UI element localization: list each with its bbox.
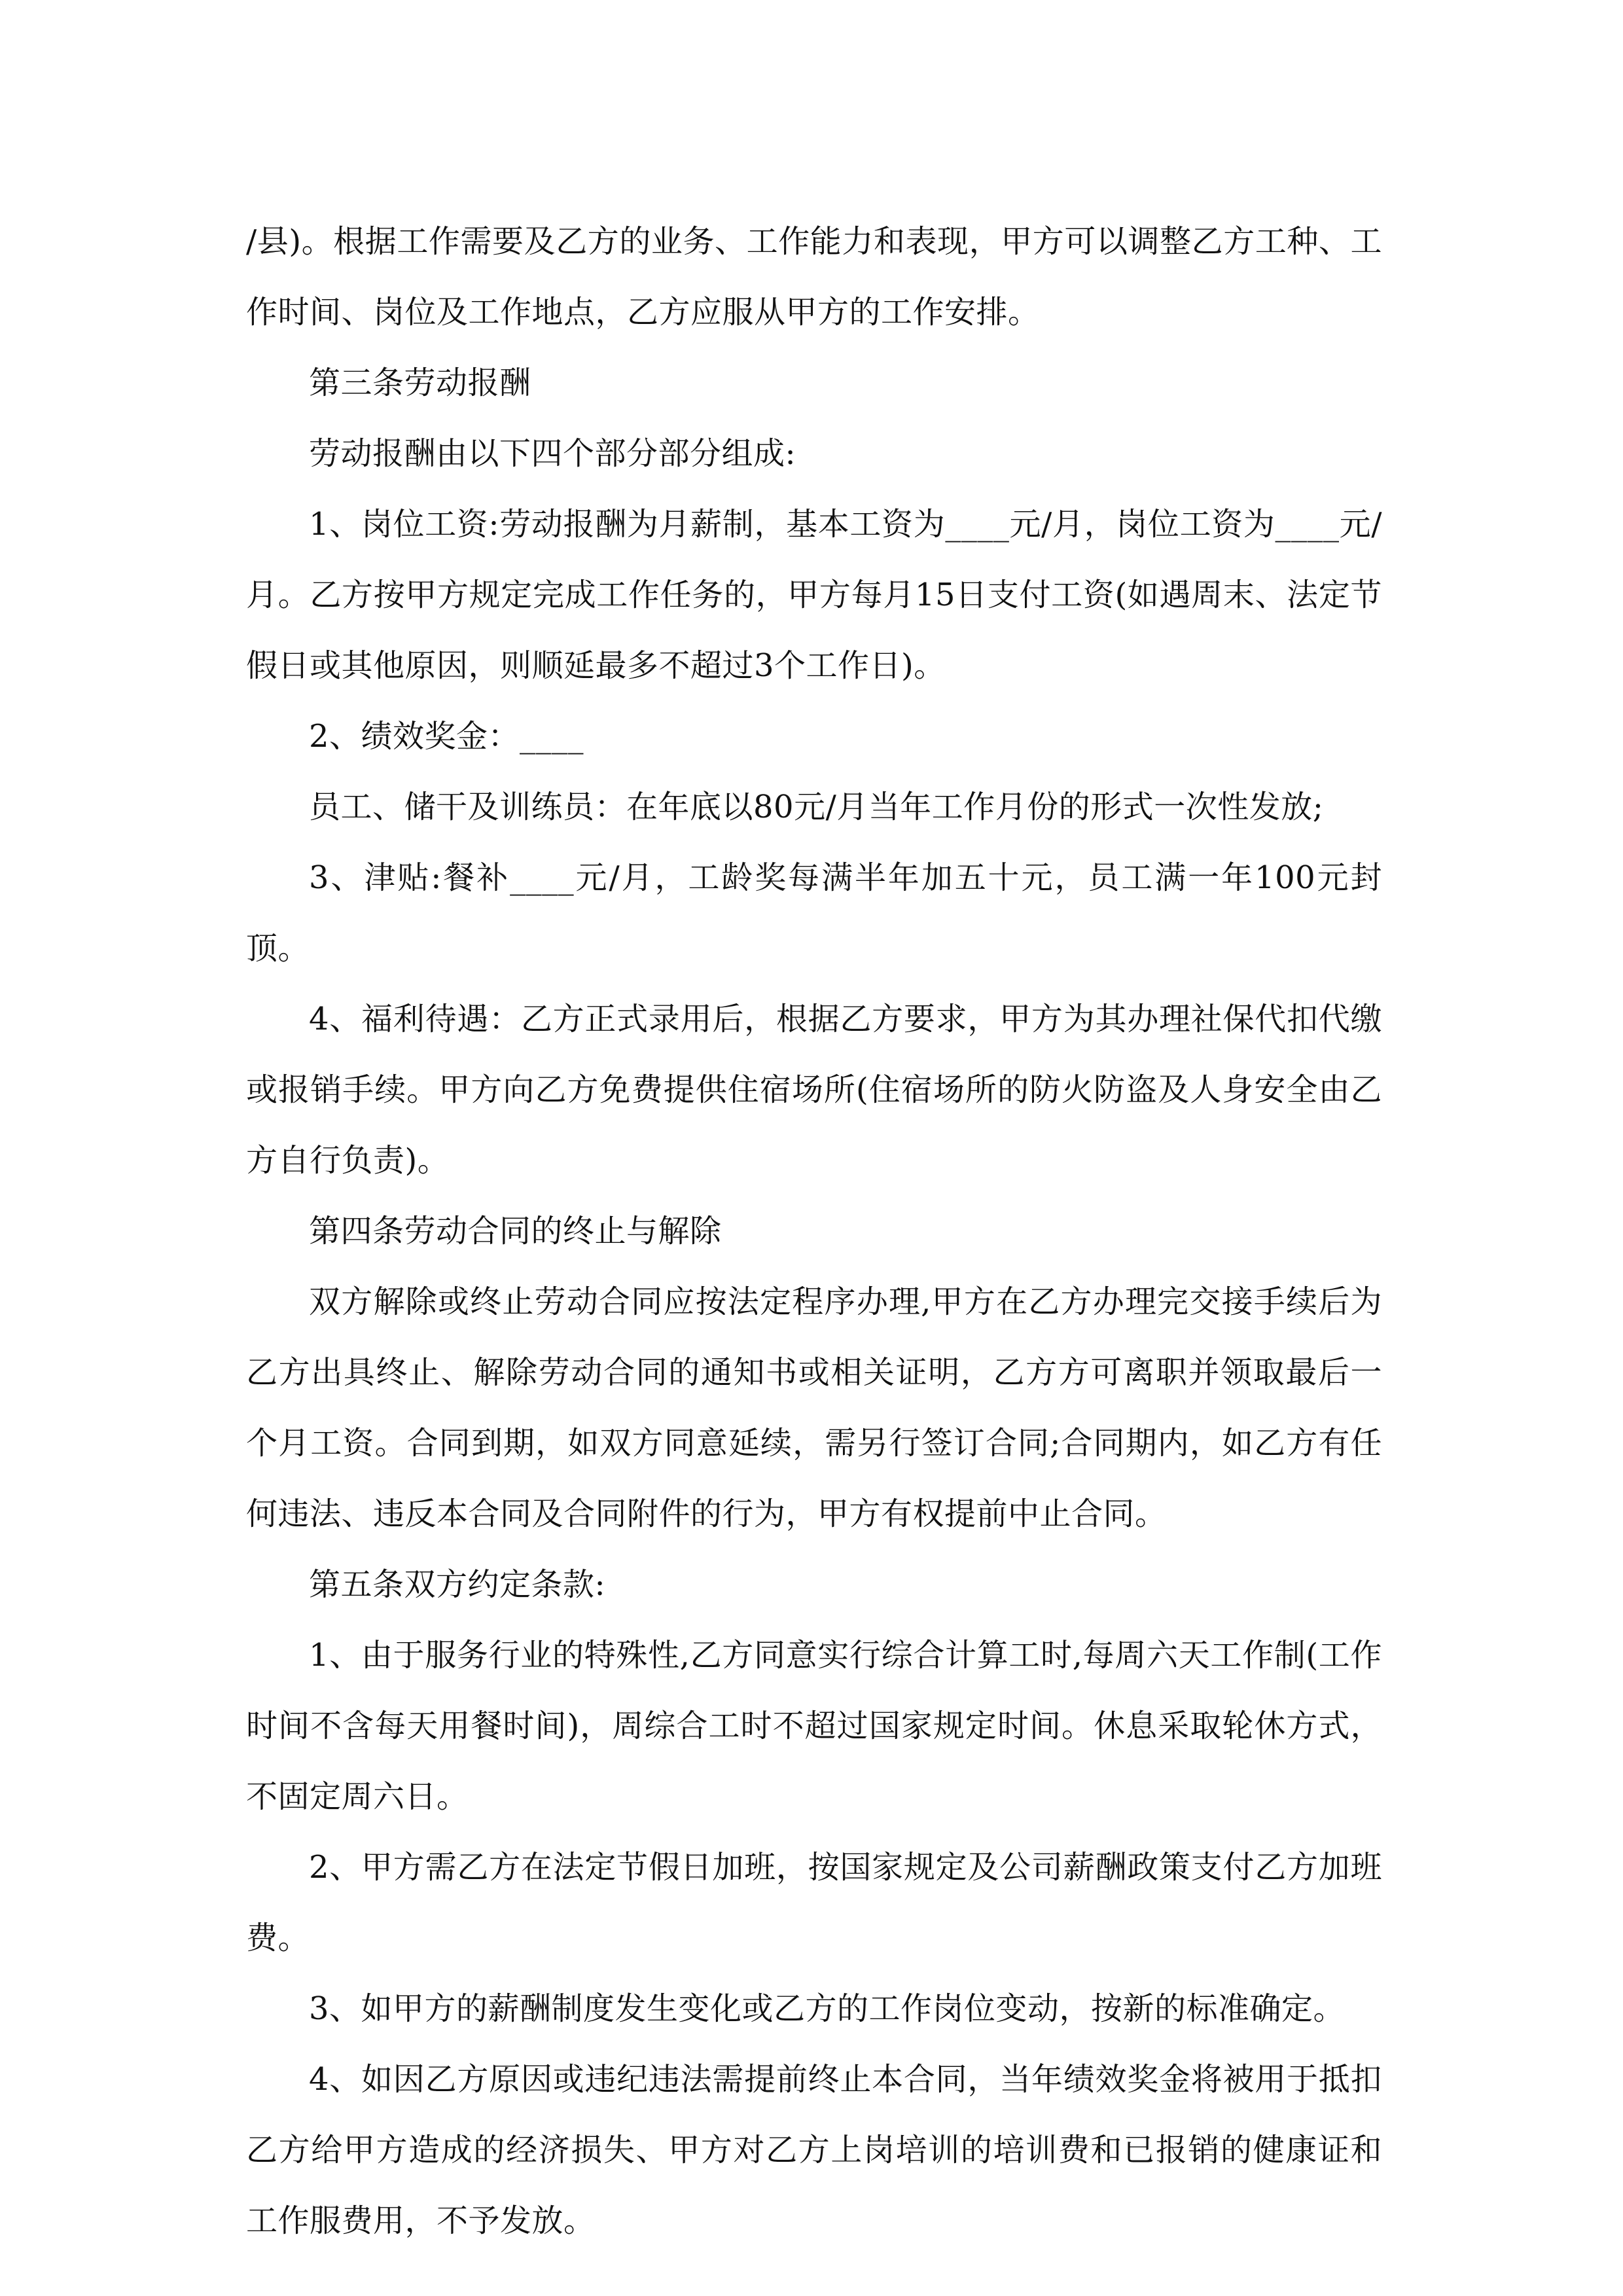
paragraph-work-arrangement: /县)。根据工作需要及乙方的业务、工作能力和表现，甲方可以调整乙方工种、工作时间、岗位及工作地点，乙方应服从甲方的工作安排。 — [246, 223, 1382, 331]
paragraph-working-hours: 1、由于服务行业的特殊性,乙方同意实行综合计算工时,每周六天工作制(工作时间不含每天用餐时间)，周综合工时不超过国家规定时间。休息采取轮休方式，不固定周六日。 — [246, 1637, 1382, 1815]
paragraph-post-salary: 1、岗位工资:劳动报酬为月薪制，基本工资为____元/月，岗位工资为____元/月。乙方按甲方规定完成工作任务的，甲方每月15日支付工资(如遇周末、法定节假日或其他原因，则顺延最多不超过3个工作日)。 — [246, 506, 1382, 684]
section-heading-3-remuneration: 第三条劳动报酬 — [309, 365, 531, 401]
paragraph-early-termination: 4、如因乙方原因或违纪违法需提前终止本合同，当年绩效奖金将被用于抵扣乙方给甲方造成的经济损失、甲方对乙方上岗培训的培训费和已报销的健康证和工作服费用，不予发放。 — [246, 2061, 1382, 2239]
section-heading-5-agreed-terms: 第五条双方约定条款: — [309, 1566, 606, 1603]
paragraph-salary-change: 3、如甲方的薪酬制度发生变化或乙方的工作岗位变动，按新的标准确定。 — [309, 1990, 1346, 2027]
paragraph-welfare: 4、福利待遇：乙方正式录用后，根据乙方要求，甲方为其办理社保代扣代缴或报销手续。甲方向乙方免费提供住宿场所(住宿场所的防火防盗及人身安全由乙方自行负责)。 — [246, 1001, 1382, 1179]
paragraph-overtime: 2、甲方需乙方在法定节假日加班，按国家规定及公司薪酬政策支付乙方加班费。 — [246, 1849, 1382, 1956]
paragraph-remuneration-intro: 劳动报酬由以下四个部分部分组成: — [309, 435, 796, 472]
paragraph-performance-bonus: 2、绩效奖金：____ — [309, 718, 584, 755]
paragraph-bonus-payment: 员工、储干及训练员：在年底以80元/月当年工作月份的形式一次性发放; — [309, 789, 1324, 825]
paragraph-termination: 双方解除或终止劳动合同应按法定程序办理,甲方在乙方办理完交接手续后为乙方出具终止、解除劳动合同的通知书或相关证明，乙方方可离职并领取最后一个月工资。合同到期，如双方同意延续，需另行签订合同;合同期内，如乙方有任何违法、违反本合同及合同附件的行为，甲方有权提前中止合同。 — [246, 1283, 1382, 1532]
paragraph-allowance: 3、津贴:餐补____元/月，工龄奖每满半年加五十元，员工满一年100元封顶。 — [246, 859, 1382, 967]
document-body — [246, 206, 1382, 2256]
section-heading-4-termination: 第四条劳动合同的终止与解除 — [309, 1213, 722, 1249]
